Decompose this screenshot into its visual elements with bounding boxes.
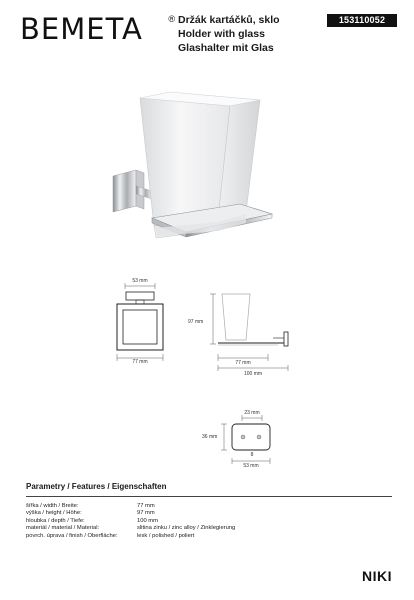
registered-mark: ®	[168, 14, 175, 24]
spec-row	[26, 503, 392, 510]
front-width-bottom-label: 77 mm	[132, 359, 148, 364]
spec-label: hloubka / depth / Tiefe:	[26, 517, 85, 524]
title-czech: Držák kartáčků, sklo	[178, 14, 280, 26]
spec-label: šířka / width / Breite:	[26, 503, 79, 509]
title-german: Glashalter mit Glas	[178, 42, 274, 54]
spec-value: lesk / polished / poliert	[137, 532, 195, 539]
title-english: Holder with glass	[178, 28, 265, 40]
spec-row	[26, 510, 392, 517]
product-titles	[178, 13, 280, 55]
brand-logo	[20, 12, 175, 46]
series-name: NIKI	[362, 568, 392, 584]
spec-value: 100 mm	[137, 517, 158, 524]
spec-row	[26, 518, 392, 525]
spec-value: 77 mm	[137, 503, 155, 509]
side-depth-inner-label: 77 mm	[235, 360, 251, 366]
brand-logo-text: BEMETA	[20, 12, 143, 46]
spec-value: 97 mm	[137, 510, 155, 517]
features-title: Parametry / Features / Eigenschaften	[26, 482, 167, 491]
spec-label: materiál / material / Material:	[26, 525, 100, 532]
product-code: 153110052	[327, 14, 397, 27]
mount-bottom-label: 53 mm	[243, 463, 259, 468]
side-view-drawing	[188, 288, 298, 382]
spec-row	[26, 525, 392, 532]
side-height-label: 97 mm	[188, 319, 204, 325]
spec-value: slitina zinku / zinc alloy / Zinklegierung	[137, 525, 236, 532]
spec-label: výška / height / Höhe:	[26, 510, 82, 517]
side-depth-total-label: 100 mm	[243, 371, 263, 377]
mount-plate-drawing	[202, 404, 282, 468]
mount-left-label: 36 mm	[202, 434, 218, 440]
front-view-drawing	[100, 272, 180, 364]
spec-label: povrch. úprava / finish / Oberfläche:	[26, 532, 118, 539]
features-divider	[26, 496, 392, 497]
spec-row	[26, 533, 392, 540]
mount-middle-label: 8	[250, 452, 254, 458]
front-width-top-label: 53 mm	[132, 278, 148, 284]
features-section	[26, 482, 392, 540]
mount-top-label: 23 mm	[244, 410, 260, 416]
product-image	[100, 78, 300, 268]
